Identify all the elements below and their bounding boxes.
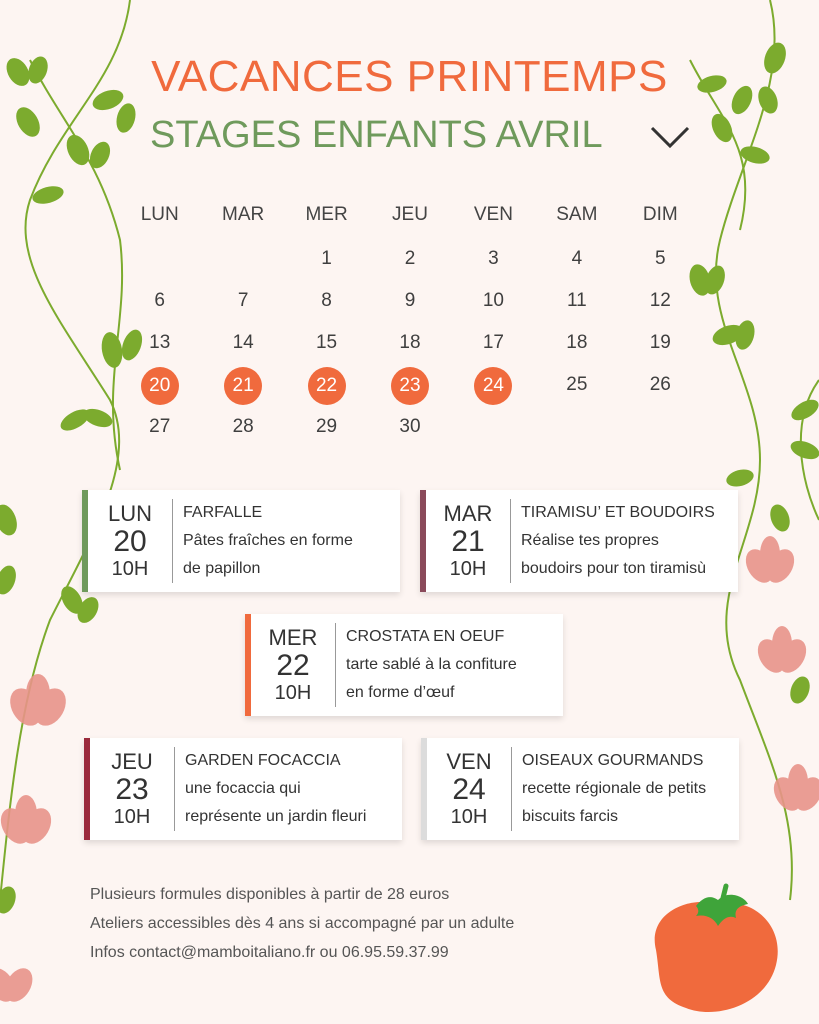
- calendar-day-number: 18: [399, 332, 421, 353]
- card-date: [88, 499, 173, 583]
- calendar-day[interactable]: [368, 283, 451, 319]
- card-title: GARDEN FOCACCIA: [185, 752, 341, 769]
- workshop-card[interactable]: [84, 738, 402, 840]
- calendar-day[interactable]: [619, 241, 702, 277]
- tomato-icon: [636, 880, 786, 1020]
- calendar-day[interactable]: [285, 367, 368, 403]
- calendar-week: [118, 280, 702, 322]
- calendar-day: [118, 241, 201, 277]
- card-date-number: 24: [452, 773, 486, 806]
- calendar-day: [619, 409, 702, 445]
- calendar-day-number: 13: [149, 332, 171, 353]
- calendar-day[interactable]: [285, 325, 368, 361]
- calendar-day[interactable]: [118, 367, 201, 403]
- card-time: 10H: [113, 806, 151, 828]
- card-description: tarte sablé à la confiture: [346, 656, 517, 673]
- calendar-day-number: 2: [404, 248, 416, 269]
- calendar-day-number: 12: [649, 290, 671, 311]
- calendar-day[interactable]: [118, 409, 201, 445]
- calendar-day[interactable]: [118, 283, 201, 319]
- calendar-day: [452, 409, 535, 445]
- calendar-day-number: 1: [321, 248, 332, 269]
- card-title: TIRAMISU’ ET BOUDOIRS: [521, 504, 715, 521]
- calendar-day-number: 30: [399, 416, 421, 437]
- weekday-label: MER: [305, 204, 348, 225]
- card-description: recette régionale de petits: [522, 780, 707, 797]
- card-accent-bar: [420, 490, 426, 592]
- weekday-label: JEU: [392, 204, 428, 225]
- calendar-day-number: 28: [232, 416, 254, 437]
- card-date-number: 21: [451, 525, 485, 558]
- workshop-card[interactable]: [420, 490, 738, 592]
- card-description: représente un jardin fleuri: [185, 808, 367, 825]
- info-age: Ateliers accessibles dès 4 ans si accompagné par un adulte: [90, 915, 515, 932]
- info-pricing: Plusieurs formules disponibles à partir de 28 euros: [90, 886, 450, 903]
- calendar-week: [118, 238, 702, 280]
- card-accent-bar: [421, 738, 427, 840]
- calendar-day-number: 22: [308, 367, 346, 405]
- card-description: boudoirs pour ton tiramisù: [521, 560, 706, 577]
- card-accent-bar: [82, 490, 88, 592]
- card-accent-bar: [245, 614, 251, 716]
- calendar-day[interactable]: [452, 367, 535, 403]
- calendar-day[interactable]: [452, 241, 535, 277]
- info-block: [90, 880, 514, 967]
- card-day: JEU: [111, 749, 153, 774]
- calendar-day[interactable]: [118, 325, 201, 361]
- workshop-card[interactable]: [82, 490, 400, 592]
- card-date: [90, 747, 175, 831]
- calendar-day-number: 11: [566, 290, 587, 311]
- card-description: en forme d’œuf: [346, 684, 455, 701]
- calendar-weekdays: [118, 200, 702, 230]
- card-description: Pâtes fraîches en forme: [183, 532, 353, 549]
- calendar-day[interactable]: [368, 241, 451, 277]
- card-time: 10H: [450, 806, 488, 828]
- card-date: [426, 499, 511, 583]
- weekday-label: VEN: [473, 204, 513, 225]
- calendar-day-number: 8: [321, 290, 332, 311]
- calendar-day[interactable]: [535, 283, 618, 319]
- workshop-card[interactable]: [421, 738, 739, 840]
- calendar-day-number: 21: [224, 367, 262, 405]
- card-date: [427, 747, 512, 831]
- workshop-card[interactable]: [245, 614, 563, 716]
- calendar-day[interactable]: [201, 325, 284, 361]
- card-date-number: 20: [113, 525, 147, 558]
- calendar-day[interactable]: [535, 367, 618, 403]
- calendar-day[interactable]: [619, 325, 702, 361]
- card-description: de papillon: [183, 560, 261, 577]
- calendar-day-number: 15: [315, 332, 338, 353]
- page-subtitle: STAGES ENFANTS AVRIL: [150, 114, 603, 156]
- calendar-day-number: 14: [232, 332, 254, 353]
- calendar-day-number: 26: [649, 374, 671, 395]
- weekday-label: LUN: [140, 204, 179, 225]
- card-title: CROSTATA EN OEUF: [346, 628, 505, 645]
- calendar-day-number: 25: [566, 374, 588, 395]
- card-time: 10H: [274, 682, 312, 704]
- calendar-week: [118, 322, 702, 364]
- card-title: OISEAUX GOURMANDS: [522, 752, 704, 769]
- calendar-day[interactable]: [201, 409, 284, 445]
- card-accent-bar: [84, 738, 90, 840]
- calendar-day-number: 9: [404, 290, 416, 311]
- calendar-day-number: 18: [566, 332, 588, 353]
- card-description: une focaccia qui: [185, 780, 301, 797]
- calendar-day: [201, 241, 284, 277]
- calendar-day-number: 29: [315, 416, 338, 437]
- calendar-day-number: 4: [571, 248, 583, 269]
- chevron-down-icon[interactable]: [648, 122, 692, 152]
- calendar-day-number: 6: [154, 290, 165, 311]
- calendar-day[interactable]: [619, 367, 702, 403]
- info-contact[interactable]: Infos contact@mamboitaliano.fr ou 06.95.59.37.99: [90, 944, 449, 961]
- calendar-day[interactable]: [452, 325, 535, 361]
- calendar-week: [118, 364, 702, 406]
- card-title: FARFALLE: [183, 504, 263, 521]
- calendar-day[interactable]: [368, 367, 451, 403]
- calendar-day-number: 3: [488, 248, 499, 269]
- calendar-day-number: 7: [237, 290, 249, 311]
- page-title: VACANCES PRINTEMPS: [151, 52, 668, 101]
- calendar-day-number: 24: [474, 367, 512, 405]
- calendar-day[interactable]: [285, 283, 368, 319]
- calendar-grid: [118, 238, 702, 448]
- calendar-day-number: 10: [482, 290, 504, 311]
- calendar-day-number: 19: [649, 332, 671, 353]
- calendar-day[interactable]: [368, 409, 451, 445]
- calendar-day-number: 20: [141, 367, 179, 405]
- card-day: MER: [268, 625, 318, 650]
- card-time: 10H: [449, 558, 487, 580]
- card-date-number: 22: [276, 649, 310, 682]
- calendar-day[interactable]: [285, 409, 368, 445]
- card-date-number: 23: [115, 773, 149, 806]
- calendar-day[interactable]: [535, 241, 618, 277]
- calendar-week: [118, 406, 702, 448]
- card-day: VEN: [446, 749, 492, 774]
- calendar-day: [535, 409, 618, 445]
- calendar-day[interactable]: [368, 325, 451, 361]
- calendar-day-number: 27: [149, 416, 171, 437]
- calendar-day[interactable]: [619, 283, 702, 319]
- calendar-day[interactable]: [285, 241, 368, 277]
- weekday-label: SAM: [556, 204, 598, 225]
- card-description: biscuits farcis: [522, 808, 619, 825]
- weekday-label: DIM: [642, 204, 678, 225]
- card-description: Réalise tes propres: [521, 532, 659, 549]
- calendar-day-number: 17: [482, 332, 504, 353]
- weekday-label: MAR: [222, 204, 265, 225]
- calendar-day-number: 5: [654, 248, 666, 269]
- calendar: [118, 200, 702, 448]
- calendar-day[interactable]: [452, 283, 535, 319]
- card-time: 10H: [111, 558, 149, 580]
- calendar-day[interactable]: [201, 283, 284, 319]
- calendar-day-number: 23: [391, 367, 429, 405]
- calendar-day[interactable]: [535, 325, 618, 361]
- calendar-day[interactable]: [201, 367, 284, 403]
- card-day: LUN: [107, 501, 152, 526]
- card-date: [251, 623, 336, 707]
- card-day: MAR: [443, 501, 493, 526]
